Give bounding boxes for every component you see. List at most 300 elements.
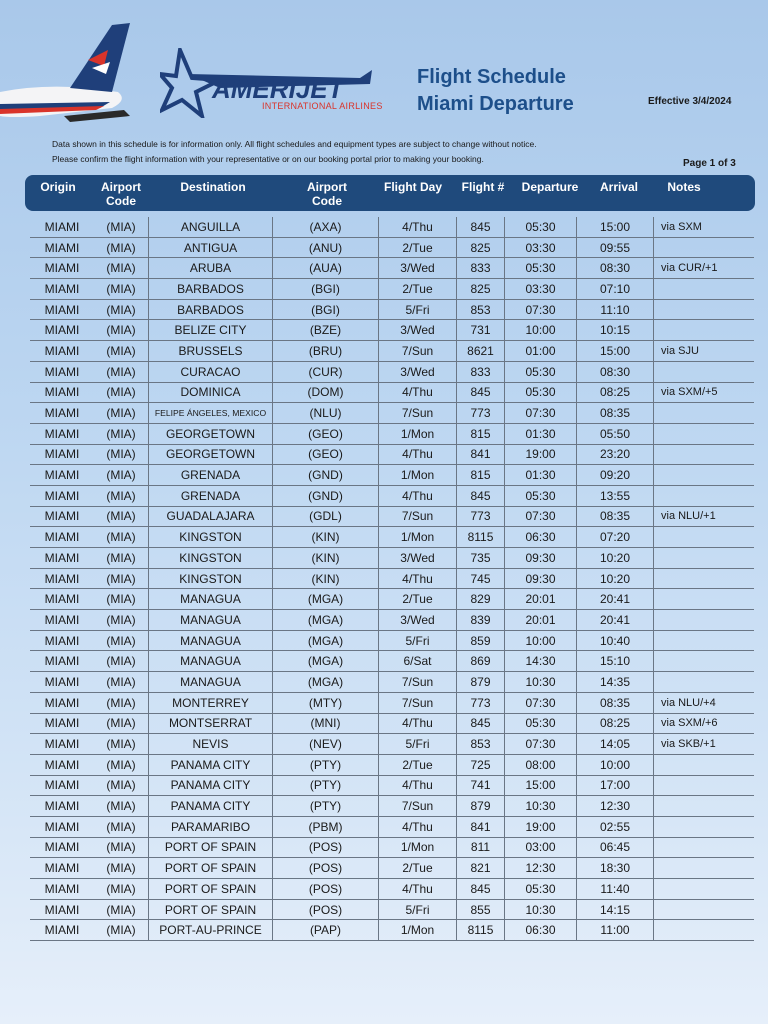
cell-destination: PORT OF SPAIN	[148, 838, 272, 858]
cell-departure: 07:30	[504, 693, 576, 713]
cell-destination: PANAMA CITY	[148, 776, 272, 796]
cell-origin-code: (MIA)	[106, 654, 136, 669]
cell-destination: GEORGETOWN	[148, 445, 272, 465]
cell-arrival: 10:20	[576, 548, 653, 568]
cell-flight-day: 6/Sat	[378, 651, 456, 671]
cell-flight-number: 845	[456, 879, 504, 899]
cell-departure: 10:30	[504, 900, 576, 920]
cell-dest-code: (NLU)	[272, 403, 378, 423]
cell-destination: PANAMA CITY	[148, 796, 272, 816]
cell-arrival: 10:15	[576, 320, 653, 340]
cell-flight-number: 839	[456, 610, 504, 630]
cell-arrival: 15:00	[576, 341, 653, 361]
cell-notes	[653, 776, 754, 796]
cell-dest-code: (MTY)	[272, 693, 378, 713]
table-row	[30, 527, 754, 548]
cell-origin-code: (MIA)	[106, 881, 136, 896]
cell-flight-day: 5/Fri	[378, 631, 456, 651]
cell-notes	[653, 900, 754, 920]
cell-dest-code: (KIN)	[272, 569, 378, 589]
cell-destination: PORT OF SPAIN	[148, 879, 272, 899]
cell-flight-number: 855	[456, 900, 504, 920]
cell-flight-number: 833	[456, 258, 504, 278]
cell-notes	[653, 920, 754, 940]
cell-arrival: 08:35	[576, 403, 653, 423]
cell-notes	[653, 817, 754, 837]
cell-arrival: 02:55	[576, 817, 653, 837]
cell-departure: 06:30	[504, 527, 576, 547]
cell-dest-code: (MGA)	[272, 631, 378, 651]
cell-origin: MIAMI	[44, 654, 80, 669]
cell-origin: MIAMI	[44, 281, 80, 296]
cell-flight-number: 845	[456, 486, 504, 506]
cell-departure: 03:30	[504, 238, 576, 258]
cell-flight-day: 3/Wed	[378, 610, 456, 630]
table-row	[30, 279, 754, 300]
cell-destination: GEORGETOWN	[148, 424, 272, 444]
cell-departure: 10:00	[504, 320, 576, 340]
table-row	[30, 486, 754, 507]
cell-arrival: 08:35	[576, 693, 653, 713]
cell-flight-day: 1/Mon	[378, 920, 456, 940]
cell-origin-code: (MIA)	[106, 571, 136, 586]
cell-notes	[653, 858, 754, 878]
cell-origin: MIAMI	[44, 902, 80, 917]
cell-origin: MIAMI	[44, 757, 80, 772]
table-row	[30, 258, 754, 279]
cell-origin-code: (MIA)	[106, 406, 136, 421]
cell-origin-code: (MIA)	[106, 468, 136, 483]
cell-flight-day: 3/Wed	[378, 258, 456, 278]
cell-flight-day: 3/Wed	[378, 548, 456, 568]
cell-flight-number: 735	[456, 548, 504, 568]
cell-dest-code: (DOM)	[272, 383, 378, 403]
cell-dest-code: (GEO)	[272, 445, 378, 465]
cell-arrival: 14:35	[576, 672, 653, 692]
cell-flight-number: 8115	[456, 527, 504, 547]
cell-departure: 10:30	[504, 796, 576, 816]
cell-origin-code: (MIA)	[106, 819, 136, 834]
table-row	[30, 320, 754, 341]
cell-departure: 09:30	[504, 569, 576, 589]
cell-destination: GRENADA	[148, 486, 272, 506]
table-row	[30, 879, 754, 900]
disclaimer	[52, 137, 672, 167]
cell-origin-code: (MIA)	[106, 902, 136, 917]
table-header	[25, 175, 755, 211]
cell-origin: MIAMI	[44, 592, 80, 607]
cell-destination: MANAGUA	[148, 589, 272, 609]
table-row	[30, 714, 754, 735]
table-row	[30, 610, 754, 631]
table-row	[30, 900, 754, 921]
cell-flight-day: 4/Thu	[378, 217, 456, 237]
cell-destination: MONTERREY	[148, 693, 272, 713]
cell-flight-day: 7/Sun	[378, 693, 456, 713]
table-row	[30, 693, 754, 714]
cell-origin: MIAMI	[44, 819, 80, 834]
cell-flight-number: 853	[456, 300, 504, 320]
cell-notes	[653, 320, 754, 340]
cell-notes	[653, 465, 754, 485]
cell-origin-code: (MIA)	[106, 240, 136, 255]
cell-origin: MIAMI	[44, 488, 80, 503]
cell-dest-code: (BZE)	[272, 320, 378, 340]
cell-dest-code: (POS)	[272, 900, 378, 920]
cell-destination: KINGSTON	[148, 569, 272, 589]
cell-departure: 07:30	[504, 507, 576, 527]
cell-flight-day: 2/Tue	[378, 755, 456, 775]
col-origin-code-line1: Airport	[101, 180, 141, 194]
cell-departure: 05:30	[504, 362, 576, 382]
cell-origin-code: (MIA)	[106, 840, 136, 855]
cell-flight-number: 773	[456, 507, 504, 527]
table-row	[30, 424, 754, 445]
table-row	[30, 217, 754, 238]
cell-flight-number: 773	[456, 693, 504, 713]
table-row	[30, 403, 754, 424]
table-row	[30, 362, 754, 383]
cell-flight-number: 825	[456, 279, 504, 299]
cell-notes	[653, 589, 754, 609]
cell-departure: 10:30	[504, 672, 576, 692]
title-line-2: Miami Departure	[417, 93, 574, 115]
cell-arrival: 05:50	[576, 424, 653, 444]
cell-flight-number: 845	[456, 714, 504, 734]
cell-origin: MIAMI	[44, 550, 80, 565]
cell-dest-code: (POS)	[272, 879, 378, 899]
cell-arrival: 11:10	[576, 300, 653, 320]
col-departure: Departure	[521, 180, 579, 194]
cell-flight-number: 821	[456, 858, 504, 878]
cell-dest-code: (POS)	[272, 858, 378, 878]
cell-departure: 10:00	[504, 631, 576, 651]
disclaimer-line-1: Data shown in this schedule is for information only. All flight schedules and equipment types are subject to change without notice.	[52, 139, 537, 149]
cell-arrival: 14:05	[576, 734, 653, 754]
table-row	[30, 445, 754, 466]
cell-dest-code: (BRU)	[272, 341, 378, 361]
cell-destination: PORT OF SPAIN	[148, 858, 272, 878]
table-row	[30, 300, 754, 321]
table-row	[30, 838, 754, 859]
table-row	[30, 465, 754, 486]
cell-flight-number: 879	[456, 672, 504, 692]
col-destination: Destination	[180, 180, 246, 194]
cell-flight-day: 2/Tue	[378, 858, 456, 878]
table-row	[30, 548, 754, 569]
cell-flight-day: 1/Mon	[378, 465, 456, 485]
table-row	[30, 507, 754, 528]
cell-flight-number: 879	[456, 796, 504, 816]
cell-arrival: 08:35	[576, 507, 653, 527]
cell-notes	[653, 631, 754, 651]
cell-destination: CURACAO	[148, 362, 272, 382]
cell-notes	[653, 238, 754, 258]
cell-notes	[653, 879, 754, 899]
cell-destination: BELIZE CITY	[148, 320, 272, 340]
cell-flight-day: 3/Wed	[378, 320, 456, 340]
cell-departure: 19:00	[504, 817, 576, 837]
cell-flight-number: 811	[456, 838, 504, 858]
cell-departure: 15:00	[504, 776, 576, 796]
cell-arrival: 09:55	[576, 238, 653, 258]
cell-notes	[653, 445, 754, 465]
table-row	[30, 755, 754, 776]
cell-flight-number: 731	[456, 320, 504, 340]
cell-origin-code: (MIA)	[106, 778, 136, 793]
cell-notes	[653, 486, 754, 506]
cell-origin: MIAMI	[44, 426, 80, 441]
cell-origin: MIAMI	[44, 881, 80, 896]
table-row	[30, 589, 754, 610]
col-dest-code	[295, 180, 359, 208]
cell-flight-day: 2/Tue	[378, 589, 456, 609]
cell-notes	[653, 548, 754, 568]
cell-flight-day: 1/Mon	[378, 527, 456, 547]
cell-notes	[653, 838, 754, 858]
cell-departure: 05:30	[504, 879, 576, 899]
cell-origin-code: (MIA)	[106, 261, 136, 276]
cell-flight-number: 859	[456, 631, 504, 651]
table-row	[30, 672, 754, 693]
cell-origin-code: (MIA)	[106, 612, 136, 627]
col-dest-code-line1: Airport	[307, 180, 347, 194]
cell-origin: MIAMI	[44, 343, 80, 358]
cell-departure: 05:30	[504, 714, 576, 734]
cell-flight-number: 815	[456, 465, 504, 485]
cell-origin-code: (MIA)	[106, 592, 136, 607]
cell-notes	[653, 610, 754, 630]
cell-origin-code: (MIA)	[106, 509, 136, 524]
cell-dest-code: (BGI)	[272, 279, 378, 299]
cell-arrival: 12:30	[576, 796, 653, 816]
cell-departure: 20:01	[504, 589, 576, 609]
cell-notes	[653, 672, 754, 692]
cell-arrival: 08:30	[576, 362, 653, 382]
cell-flight-number: 833	[456, 362, 504, 382]
effective-date: Effective 3/4/2024	[648, 96, 732, 107]
cell-dest-code: (KIN)	[272, 548, 378, 568]
cell-notes	[653, 796, 754, 816]
cell-origin: MIAMI	[44, 385, 80, 400]
cell-flight-day: 7/Sun	[378, 341, 456, 361]
cell-flight-number: 815	[456, 424, 504, 444]
cell-origin: MIAMI	[44, 861, 80, 876]
col-flight-number: Flight #	[461, 180, 505, 194]
cell-dest-code: (PTY)	[272, 755, 378, 775]
cell-departure: 12:30	[504, 858, 576, 878]
cell-dest-code: (GND)	[272, 486, 378, 506]
cell-dest-code: (POS)	[272, 838, 378, 858]
cell-notes	[653, 403, 754, 423]
logo-wordmark: AMERIJET	[212, 74, 344, 104]
cell-arrival: 09:20	[576, 465, 653, 485]
cell-notes	[653, 362, 754, 382]
cell-destination: PARAMARIBO	[148, 817, 272, 837]
col-flight-day: Flight Day	[383, 180, 442, 194]
cell-arrival: 07:20	[576, 527, 653, 547]
cell-origin-code: (MIA)	[106, 219, 136, 234]
cell-arrival: 15:00	[576, 217, 653, 237]
cell-arrival: 13:55	[576, 486, 653, 506]
cell-flight-day: 7/Sun	[378, 672, 456, 692]
cell-origin: MIAMI	[44, 468, 80, 483]
cell-origin: MIAMI	[44, 716, 80, 731]
col-arrival: Arrival	[599, 180, 639, 194]
cell-departure: 06:30	[504, 920, 576, 940]
cell-origin-code: (MIA)	[106, 923, 136, 938]
cell-departure: 07:30	[504, 300, 576, 320]
cell-origin: MIAMI	[44, 406, 80, 421]
cell-destination: MANAGUA	[148, 631, 272, 651]
cell-origin-code: (MIA)	[106, 426, 136, 441]
cell-dest-code: (CUR)	[272, 362, 378, 382]
cell-origin: MIAMI	[44, 447, 80, 462]
cell-departure: 01:30	[504, 424, 576, 444]
cell-origin: MIAMI	[44, 612, 80, 627]
cell-flight-number: 8115	[456, 920, 504, 940]
cell-origin: MIAMI	[44, 674, 80, 689]
cell-flight-number: 845	[456, 383, 504, 403]
cell-origin-code: (MIA)	[106, 799, 136, 814]
cell-arrival: 10:40	[576, 631, 653, 651]
col-origin: Origin	[40, 180, 76, 194]
cell-departure: 07:30	[504, 734, 576, 754]
cell-dest-code: (PAP)	[272, 920, 378, 940]
table-row	[30, 858, 754, 879]
cell-dest-code: (GDL)	[272, 507, 378, 527]
cell-departure: 03:30	[504, 279, 576, 299]
cell-departure: 05:30	[504, 217, 576, 237]
cell-origin: MIAMI	[44, 240, 80, 255]
flight-schedule-table	[30, 217, 754, 941]
cell-origin: MIAMI	[44, 840, 80, 855]
cell-origin-code: (MIA)	[106, 343, 136, 358]
cell-origin-code: (MIA)	[106, 861, 136, 876]
cell-flight-day: 1/Mon	[378, 838, 456, 858]
cell-destination: MONTSERRAT	[148, 714, 272, 734]
cell-flight-day: 4/Thu	[378, 817, 456, 837]
cell-dest-code: (MNI)	[272, 714, 378, 734]
col-notes: Notes	[667, 180, 701, 194]
cell-flight-day: 1/Mon	[378, 424, 456, 444]
cell-notes	[653, 279, 754, 299]
cell-flight-number: 829	[456, 589, 504, 609]
cell-destination: BARBADOS	[148, 279, 272, 299]
table-row	[30, 383, 754, 404]
cell-notes	[653, 651, 754, 671]
cell-dest-code: (AUA)	[272, 258, 378, 278]
cell-departure: 05:30	[504, 383, 576, 403]
cell-flight-day: 4/Thu	[378, 714, 456, 734]
cell-flight-day: 3/Wed	[378, 362, 456, 382]
cell-dest-code: (MGA)	[272, 651, 378, 671]
cell-flight-day: 5/Fri	[378, 300, 456, 320]
logo-subtitle: INTERNATIONAL AIRLINES	[262, 101, 383, 111]
cell-destination: GUADALAJARA	[148, 507, 272, 527]
cell-destination: MANAGUA	[148, 610, 272, 630]
cell-flight-day: 4/Thu	[378, 486, 456, 506]
cell-arrival: 08:25	[576, 383, 653, 403]
cell-arrival: 11:00	[576, 920, 653, 940]
cell-notes: via SKB/+1	[653, 734, 754, 754]
cell-destination: ANTIGUA	[148, 238, 272, 258]
cell-dest-code: (MGA)	[272, 610, 378, 630]
cell-arrival: 10:00	[576, 755, 653, 775]
table-row	[30, 734, 754, 755]
cell-origin: MIAMI	[44, 799, 80, 814]
table-row	[30, 920, 754, 941]
cell-origin: MIAMI	[44, 302, 80, 317]
cell-departure: 05:30	[504, 258, 576, 278]
cell-departure: 20:01	[504, 610, 576, 630]
page-number: Page 1 of 3	[683, 158, 736, 169]
cell-notes	[653, 527, 754, 547]
cell-origin-code: (MIA)	[106, 281, 136, 296]
cell-notes	[653, 755, 754, 775]
cell-destination: FELIPE ÁNGELES, MEXICO	[148, 403, 272, 423]
cell-departure: 01:30	[504, 465, 576, 485]
cell-notes	[653, 424, 754, 444]
cell-dest-code: (AXA)	[272, 217, 378, 237]
cell-arrival: 17:00	[576, 776, 653, 796]
cell-departure: 14:30	[504, 651, 576, 671]
cell-notes	[653, 569, 754, 589]
cell-origin-code: (MIA)	[106, 385, 136, 400]
cell-notes: via NLU/+1	[653, 507, 754, 527]
cell-destination: PANAMA CITY	[148, 755, 272, 775]
cell-origin-code: (MIA)	[106, 674, 136, 689]
cell-arrival: 18:30	[576, 858, 653, 878]
cell-arrival: 20:41	[576, 610, 653, 630]
cell-origin-code: (MIA)	[106, 716, 136, 731]
cell-flight-day: 7/Sun	[378, 403, 456, 423]
cell-origin: MIAMI	[44, 633, 80, 648]
cell-flight-number: 845	[456, 217, 504, 237]
cell-notes: via SJU	[653, 341, 754, 361]
cell-arrival: 14:15	[576, 900, 653, 920]
cell-departure: 03:00	[504, 838, 576, 858]
cell-origin: MIAMI	[44, 737, 80, 752]
cell-destination: KINGSTON	[148, 548, 272, 568]
cell-departure: 05:30	[504, 486, 576, 506]
cell-flight-number: 841	[456, 445, 504, 465]
cell-origin: MIAMI	[44, 364, 80, 379]
cell-destination: ARUBA	[148, 258, 272, 278]
cell-origin: MIAMI	[44, 923, 80, 938]
table-row	[30, 776, 754, 797]
cell-destination: PORT OF SPAIN	[148, 900, 272, 920]
cell-origin: MIAMI	[44, 695, 80, 710]
cell-departure: 08:00	[504, 755, 576, 775]
cell-flight-day: 4/Thu	[378, 383, 456, 403]
cell-dest-code: (PBM)	[272, 817, 378, 837]
cell-origin: MIAMI	[44, 530, 80, 545]
cell-origin: MIAMI	[44, 261, 80, 276]
cell-origin-code: (MIA)	[106, 633, 136, 648]
cell-arrival: 07:10	[576, 279, 653, 299]
cell-flight-number: 825	[456, 238, 504, 258]
cell-flight-day: 7/Sun	[378, 796, 456, 816]
col-origin-code-line2: Code	[106, 194, 136, 208]
cell-flight-day: 4/Thu	[378, 445, 456, 465]
cell-dest-code: (PTY)	[272, 776, 378, 796]
cell-flight-day: 7/Sun	[378, 507, 456, 527]
cell-destination: BARBADOS	[148, 300, 272, 320]
cell-destination: BRUSSELS	[148, 341, 272, 361]
cell-origin-code: (MIA)	[106, 488, 136, 503]
cell-dest-code: (KIN)	[272, 527, 378, 547]
